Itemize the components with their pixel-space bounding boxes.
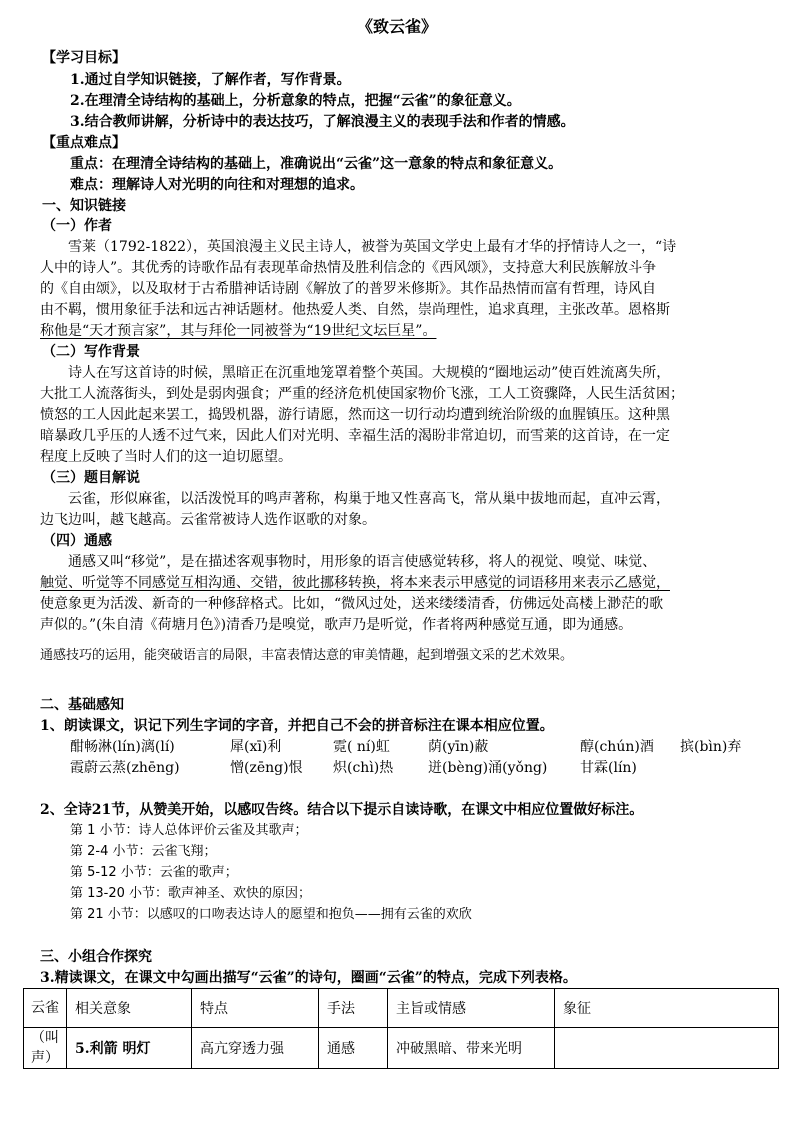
stanza-item: 第 13-20 小节：歌声神圣、欢快的原因； [70, 886, 312, 901]
subsection-heading: （四）通感 [42, 533, 112, 549]
table-header: 主旨或情感 [388, 989, 555, 1028]
side-label-line: （叫 [31, 1030, 59, 1046]
table-row [24, 1028, 779, 1069]
subsection-heading: （一）作者 [42, 218, 112, 234]
goal-item: 3.结合教师讲解，分析诗中的表达技巧，了解浪漫主义的表现手法和作者的情感。 [70, 114, 575, 130]
table-side-label [24, 1028, 67, 1069]
table-side-label: 云雀 [24, 989, 67, 1028]
pinyin-item: 霓( ní)虹 [333, 739, 390, 755]
table-header: 相关意象 [67, 989, 192, 1028]
difficult-point: 难点：理解诗人对光明的向往和对理想的追求。 [70, 177, 364, 193]
section-heading: 二、基础感知 [40, 697, 124, 713]
table-cell [555, 1028, 779, 1069]
stanza-item: 第 5-12 小节：云雀的歌声； [70, 865, 238, 880]
stanza-item: 第 2-4 小节：云雀飞翔； [70, 844, 217, 859]
paragraph-line: 人中的诗人”。其优秀的诗歌作品有表现革命热情及胜利信念的《西风颂》，支持意大利民族解放斗争 [40, 260, 657, 276]
paragraph-line: 雪莱（1792-1822），英国浪漫主义民主诗人，被誉为英国文学史上最有才华的抒情诗人之一，“诗 [68, 239, 677, 255]
pinyin-item: 甘霖(lín) [580, 760, 637, 776]
paragraph-line: 暗暴政几乎压的人透不过气来，因此人们对光明、幸福生活的渴盼非常迫切，而雪莱的这首诗，在一定 [40, 428, 670, 444]
pinyin-item: 醇(chún)酒 [580, 739, 654, 755]
paragraph-line: 由不羁，惯用象征手法和远古神话题材。他热爱人类、自然，崇尚理性，追求真理，主张改革。恩格斯 [40, 302, 670, 318]
goal-item: 2.在理清全诗结构的基础上，分析意象的特点，把握“云雀”的象征意义。 [70, 93, 521, 109]
table-cell: 通感 [319, 1028, 388, 1069]
keypoints-heading: 【重点难点】 [42, 135, 126, 151]
analysis-table [23, 988, 779, 1069]
document-title: 《致云雀》 [356, 17, 437, 36]
paragraph-line: 使意象更为活泼、新奇的一种修辞格式。比如，“微风过处，送来缕缕清香，仿佛远处高楼上渺茫的歌 [40, 596, 664, 612]
question-3: 3.精读课文，在课文中勾画出描写“云雀”的诗句，圈画“云雀”的特点，完成下列表格。 [40, 970, 577, 986]
table-cell: 冲破黑暗、带来光明 [388, 1028, 555, 1069]
pinyin-item: 荫(yīn)蔽 [428, 739, 489, 755]
goal-item: 1.通过自学知识链接，了解作者，写作背景。 [70, 72, 351, 88]
paragraph-line: 诗人在写这首诗的时候，黑暗正在沉重地笼罩着整个英国。大规模的“圈地运动”使百姓流离失所， [68, 365, 671, 381]
section-heading: 一、知识链接 [42, 198, 126, 214]
paragraph-line: 云雀，形似麻雀，以活泼悦耳的鸣声著称，构巢于地又性喜高飞，常从巢中拔地而起，直冲云霄， [68, 491, 670, 507]
pinyin-item: 霞蔚云蒸(zhēng) [70, 760, 180, 776]
table-header: 象征 [555, 989, 779, 1028]
pinyin-item: 炽(chì)热 [333, 760, 394, 776]
paragraph-line: 愤怒的工人因此起来罢工，捣毁机器，游行请愿，然而这一切行动均遭到统治阶级的血腥镇压。这种黑 [40, 407, 670, 423]
table-header: 特点 [192, 989, 319, 1028]
pinyin-item: 憎(zēng)恨 [230, 760, 303, 776]
pinyin-item: 迸(bèng)涌(yǒng) [428, 760, 548, 776]
synesthesia-note: 通感技巧的运用，能突破语言的局限，丰富表情达意的审美情趣，起到增强文采的艺术效果。 [40, 648, 574, 663]
paragraph-line: 大批工人流落街头，到处是弱肉强食；严重的经济危机使国家物价飞涨，工人工资骤降，人民生活贫困； [40, 386, 684, 402]
table-row [24, 989, 779, 1028]
goals-heading: 【学习目标】 [42, 50, 126, 66]
pinyin-item: 酣畅淋(lín)漓(lí) [70, 739, 175, 755]
paragraph-line: 边飞边叫，越飞越高。云雀常被诗人选作讴歌的对象。 [40, 512, 376, 528]
paragraph-line: 声似的。”(朱自清《荷塘月色》)清香乃是嗅觉，歌声乃是听觉，作者将两种感觉互通，即为通感。 [40, 617, 633, 633]
table-header: 手法 [319, 989, 388, 1028]
paragraph-line: 的《自由颂》，以及取材于古希腊神话诗剧《解放了的普罗米修斯》。其作品热情而富有哲理，诗风自 [40, 281, 656, 297]
pinyin-item: 犀(xī)利 [230, 739, 282, 755]
paragraph-line: 触觉、听觉等不同感觉互相沟通、交错，彼此挪移转换，将本来表示甲感觉的词语移用来表示乙感觉， [40, 575, 670, 591]
paragraph-line: 称他是“天才预言家”，其与拜伦一同被誉为“19世纪文坛巨星”。 [40, 323, 437, 339]
question-1: 1、朗读课文，识记下列生字词的字音，并把自己不会的拼音标注在课本相应位置。 [40, 718, 554, 734]
table-cell: 高亢穿透力强 [192, 1028, 319, 1069]
paragraph-line: 通感又叫“移觉”，是在描述客观事物时，用形象的语言使感觉转移，将人的视觉、嗅觉、味觉、 [68, 554, 657, 570]
paragraph-line: 程度上反映了当时人们的这一迫切愿望。 [40, 449, 292, 465]
section-heading: 三、小组合作探究 [40, 949, 152, 965]
subsection-heading: （三）题目解说 [42, 470, 140, 486]
side-label-line: 声） [31, 1050, 59, 1066]
table-cell: 5.利箭 明灯 [67, 1028, 192, 1069]
pinyin-item: 摈(bìn)弃 [680, 739, 742, 755]
stanza-item: 第 1 小节：诗人总体评价云雀及其歌声； [70, 823, 308, 838]
stanza-item: 第 21 小节：以感叹的口吻表达诗人的愿望和抱负——拥有云雀的欢欣 [70, 907, 472, 922]
subsection-heading: （二）写作背景 [42, 344, 140, 360]
question-2: 2、全诗21节，从赞美开始，以感叹告终。结合以下提示自读诗歌，在课文中相应位置做好标注。 [40, 802, 644, 818]
key-point: 重点：在理清全诗结构的基础上，准确说出“云雀”这一意象的特点和象征意义。 [70, 156, 563, 172]
